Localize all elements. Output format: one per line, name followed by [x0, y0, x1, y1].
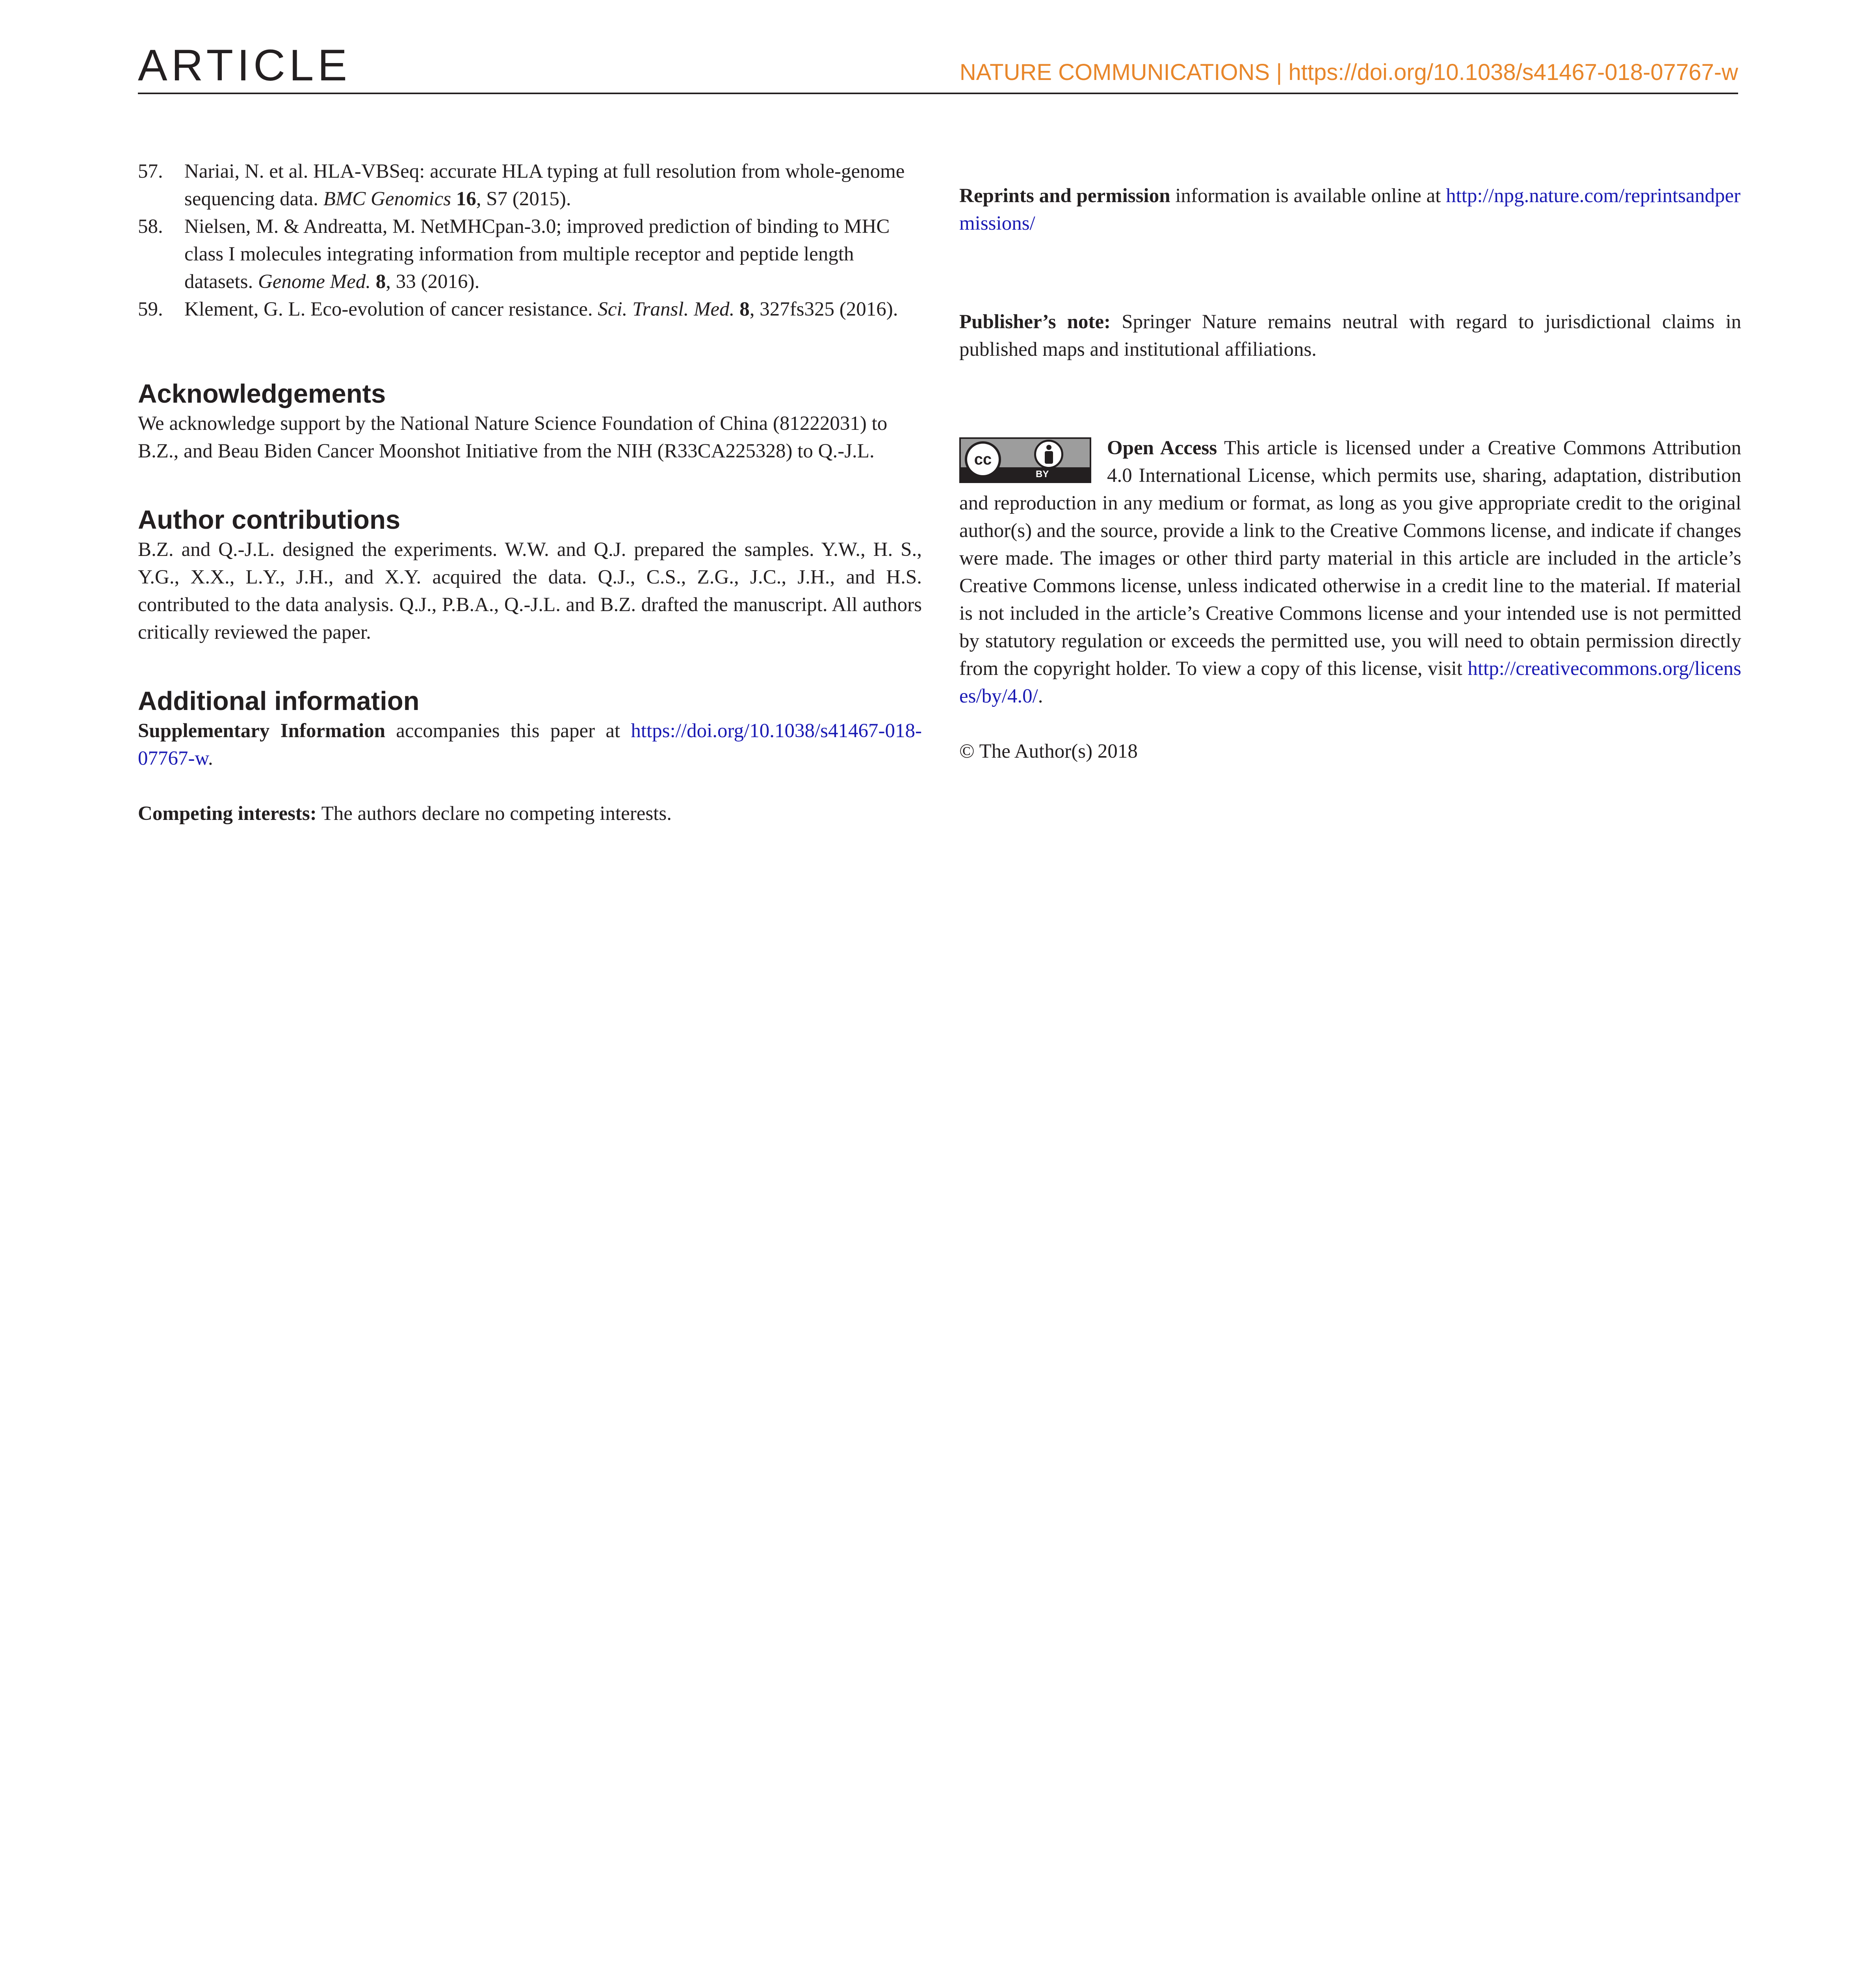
reference-59 — [138, 296, 922, 323]
reference-volume: 8 — [739, 298, 750, 320]
license-link[interactable]: http://creativecommons.org/licenses/by/4.0/ — [959, 658, 1741, 707]
acknowledgements-text: We acknowledge support by the National Nature Science Foundation of China (81222031) to B.Z., and Beau Biden Cancer Moonshot Initiative from the NIH (R33CA225328) to Q.-J.L. — [138, 413, 888, 462]
supplementary-information — [138, 717, 922, 772]
competing-lead: Competing interests: — [138, 803, 317, 825]
reprints-link[interactable]: http://npg.nature.com/reprintsandpermissions/ — [959, 185, 1741, 234]
reference-text — [184, 160, 905, 210]
reference-58 — [138, 213, 922, 296]
reference-citation: Nielsen, M. & Andreatta, M. NetMHCpan-3.0; improved prediction of binding to MHC class I molecules integrating information from multiple receptor and peptide length datasets. — [184, 216, 890, 293]
author-contributions-heading: Author contributions — [138, 505, 401, 535]
supplementary-end: . — [208, 747, 213, 769]
reference-citation: Klement, G. L. Eco-evolution of cancer resistance. — [184, 298, 598, 320]
cc-by-license-icon — [959, 437, 1091, 483]
reference-number: 59. — [138, 298, 163, 320]
reprints-permission — [959, 182, 1741, 237]
supplementary-lead: Supplementary Information — [138, 720, 385, 742]
reference-journal: Genome Med. — [258, 271, 371, 293]
header-separator: | — [1276, 59, 1282, 85]
publishers-note — [959, 308, 1741, 363]
cc-icon: cc — [965, 441, 1001, 478]
reference-volume: 16 — [456, 188, 476, 210]
reference-text — [184, 298, 898, 320]
article-label: ARTICLE — [138, 41, 351, 90]
supplementary-text: accompanies this paper at — [385, 720, 631, 742]
publishers-note-text: Springer Nature remains neutral with regard to jurisdictional claims in published maps and institutional affiliations. — [959, 311, 1741, 361]
publishers-note-lead: Publisher’s note: — [959, 311, 1111, 333]
reference-journal: Sci. Transl. Med. — [598, 298, 735, 320]
open-access-block — [959, 434, 1741, 710]
competing-interests — [138, 800, 922, 827]
cc-by-label: BY — [1036, 469, 1049, 479]
supplementary-link[interactable]: https://doi.org/10.1038/s41467-018-07767-w — [138, 720, 922, 769]
header-journal-doi — [960, 61, 1738, 84]
reference-text — [184, 216, 890, 293]
header-doi-link[interactable]: https://doi.org/10.1038/s41467-018-07767-w — [1288, 59, 1738, 85]
reference-number: 58. — [138, 216, 163, 238]
reprints-lead: Reprints and permission — [959, 185, 1170, 207]
open-access-lead: Open Access — [1107, 437, 1217, 459]
open-access-end: . — [1038, 685, 1043, 707]
additional-information-heading: Additional information — [138, 686, 420, 716]
reference-pages: , 327fs325 (2016). — [749, 298, 898, 320]
header-rule — [138, 93, 1738, 94]
header-journal: NATURE COMMUNICATIONS — [959, 59, 1270, 85]
reference-citation: Nariai, N. et al. HLA-VBSeq: accurate HLA typing at full resolution from whole-genome sequencing data. — [184, 160, 905, 210]
reference-pages: , S7 (2015). — [476, 188, 571, 210]
left-column — [138, 158, 922, 827]
author-contributions-text: B.Z. and Q.-J.L. designed the experiments. W.W. and Q.J. prepared the samples. Y.W., H. S., Y.G., X.X., L.Y., J.H., and X.Y. acquired the data. Q.J., C.S., Z.G., J.C., J.H., and H.S. contributed to the data analysis. Q.J., P.B.A., Q.-J.L. and B.Z. drafted the manuscript. All authors critically reviewed the paper. — [138, 539, 922, 643]
right-column — [959, 158, 1741, 765]
reprints-text: information is available online at — [1170, 185, 1446, 207]
reference-pages: , 33 (2016). — [386, 271, 480, 293]
competing-text: The authors declare no competing interests. — [316, 803, 672, 825]
acknowledgements-heading: Acknowledgements — [138, 379, 386, 409]
reference-list — [138, 158, 922, 323]
open-access-body: This article is licensed under a Creative Commons Attribution 4.0 International License, which permits use, sharing, adaptation, distribution and reproduction in any medium or format, as long as you give appropriate credit to the original author(s) and the source, provide a link to the Creative Commons license, and indicate if changes were made. The images or other third party material in this article are included in the article’s Creative Commons license, unless indicated otherwise in a credit line to the material. If material is not included in the article’s Creative Commons license and your intended use is not permitted by statutory regulation or exceeds the permitted use, you will need to obtain permission directly from the copyright holder. To view a copy of this license, visit — [959, 437, 1741, 680]
reference-volume: 8 — [375, 271, 386, 293]
reference-journal: BMC Genomics — [323, 188, 451, 210]
reference-number: 57. — [138, 160, 163, 182]
copyright-notice: © The Author(s) 2018 — [959, 740, 1138, 762]
reference-57 — [138, 158, 922, 213]
attribution-person-icon — [1034, 440, 1063, 469]
